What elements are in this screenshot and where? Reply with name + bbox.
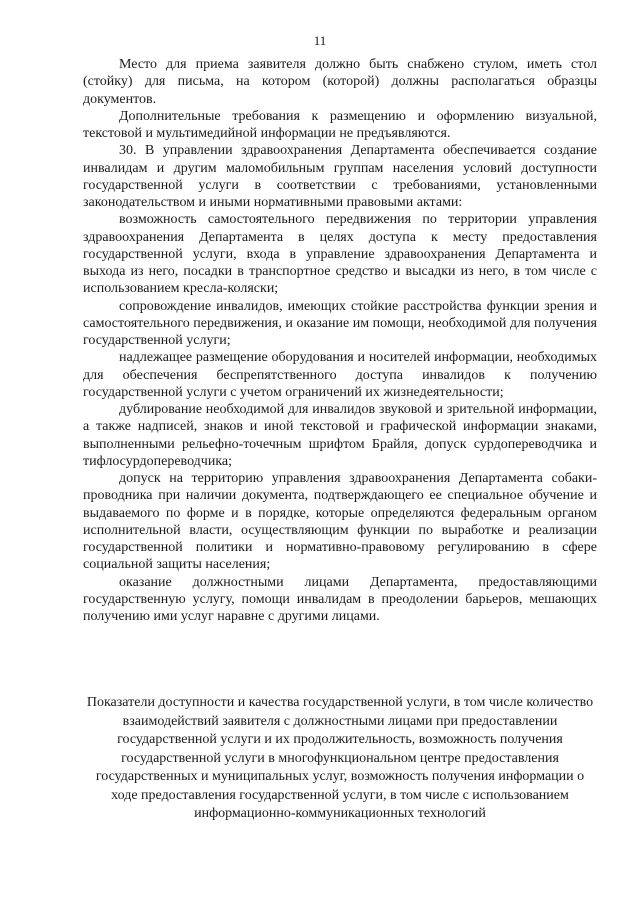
paragraph-independent-movement: возможность самостоятельного передвижения по территории управления здравоохранения Департамента в целях доступа к месту предоставления государственной услуги, входа в управление здравоохранения Департамента и выхода из него, посадки в транспортное средство и высадки из него, в том числе с использованием кресла-коляски; [83, 212, 597, 297]
body-text [83, 56, 597, 625]
paragraph-duplication-info: дублирование необходимой для инвалидов звуковой и зрительной информации, а также надписей, знаков и иной текстовой и графической информации знаками, выполненными рельефно-точечным шрифтом Брайля, допуск сурдопереводчика и тифлосурдопереводчика; [83, 402, 597, 469]
paragraph-additional-requirements: Дополнительные требования к размещению и оформлению визуальной, текстовой и мультимедийной информации не предъявляются. [83, 108, 597, 141]
page-number: 11 [313, 33, 327, 48]
paragraph-item-30: 30. В управлении здравоохранения Департамента обеспечивается создание инвалидам и другим маломобильным группам населения условий доступности государственной услуги в соответствии с требованиями, установленными законодательством и иными нормативными правовыми актами: [83, 143, 597, 210]
paragraph-escort: сопровождение инвалидов, имеющих стойкие расстройства функции зрения и самостоятельного передвижения, и оказание им помощи, необходимой для получения государственной услуги; [83, 298, 597, 348]
paragraph-equipment-placement: надлежащее размещение оборудования и носителей информации, необходимых для обеспечения беспрепятственного доступа инвалидов к получению государственной услуги с учетом ограничений их жизнедеятельности; [83, 350, 597, 400]
section-heading: Показатели доступности и качества государственной услуги, в том числе количество взаимодействий заявителя с должностными лицами при предоставлении государственной услуги и их продолжительность, возможность получения государственной услуги в многофункциональном центре предоставления государственных и муниципальных услуг, возможность получения информации о ходе предоставления государственной услуги, в том числе с использованием информационно-коммуникационных технологий [86, 695, 594, 821]
paragraph-reception-place: Место для приема заявителя должно быть снабжено стулом, иметь стол (стойку) для письма, на котором (которой) должны располагаться образцы документов. [83, 57, 597, 107]
paragraph-guide-dog: допуск на территорию управления здравоохранения Департамента собаки-проводника при наличии документа, подтверждающего ее специальное обучение и выдаваемого по форме и в порядке, которые определяются федеральным органом исполнительной власти, осуществляющим функции по выработке и реализации государственной политики и нормативно-правовому регулированию в сфере социальной защиты населения; [83, 471, 597, 573]
paragraph-assistance: оказание должностными лицами Департамента, предоставляющими государственную услугу, помощи инвалидам в преодолении барьеров, мешающих получению ими услуг наравне с другими лицами. [83, 574, 597, 624]
